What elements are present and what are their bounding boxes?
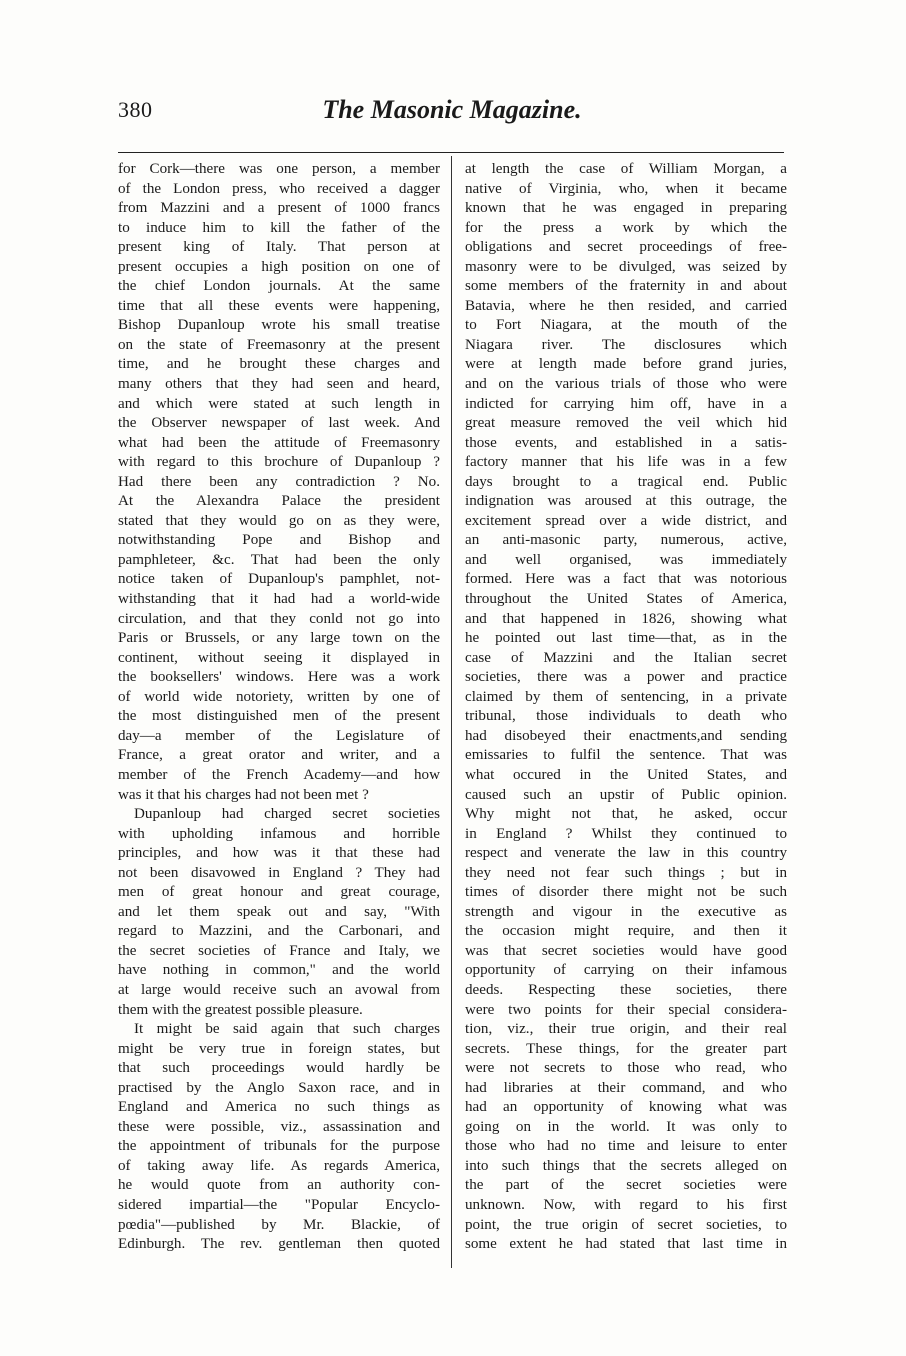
text-line: of the London press, who received a dagger	[118, 180, 440, 197]
text-line: unknown. Now, with regard to his first	[465, 1196, 787, 1213]
text-line: notice taken of Dupanloup's pamphlet, not-	[118, 571, 440, 588]
text-line: days brought to a tragical end. Public	[465, 473, 787, 490]
text-line: the occasion might require, and then it	[465, 923, 787, 940]
text-line: and well organised, was immediately	[465, 551, 787, 568]
text-line: England and America no such things as	[118, 1099, 440, 1116]
text-line: he pointed out last time—that, as in the	[465, 630, 787, 647]
text-line: them with the greatest possible pleasure.	[118, 1001, 363, 1018]
text-line: Paris or Brussels, or any large town on the	[118, 630, 440, 647]
text-line: pamphleteer, &c. That had been the only	[118, 551, 440, 568]
text-line: what occured in the United States, and	[465, 766, 787, 783]
text-line: Why might not that, he asked, occur	[465, 806, 787, 823]
text-line: the appointment of tribunals for the purpose	[118, 1138, 440, 1155]
text-line: might be very true in foreign states, but	[118, 1040, 440, 1057]
text-line: excitement spread over a wide district, and	[465, 512, 787, 529]
text-line: and that happened in 1826, showing what	[465, 610, 787, 627]
text-line: France, a great orator and writer, and a	[118, 747, 440, 764]
text-line: were at length made before grand juries,	[465, 356, 787, 373]
text-line: opportunity of carrying on their infamous	[465, 962, 787, 979]
text-line: on the state of Freemasonry at the present	[118, 336, 440, 353]
text-line: an anti-masonic party, numerous, active,	[465, 532, 787, 549]
text-line: had libraries at their command, and who	[465, 1079, 787, 1096]
text-line: of world wide notoriety, written by one of	[118, 688, 440, 705]
text-line: practised by the Anglo Saxon race, and in	[118, 1079, 440, 1096]
text-line: men of great honour and great courage,	[118, 884, 440, 901]
page-header	[118, 97, 786, 137]
text-line: caused such an upstir of Public opinion.	[465, 786, 787, 803]
text-line: Dupanloup had charged secret societies	[134, 806, 440, 823]
text-line: present king of Italy. That person at	[118, 239, 440, 256]
text-line: tion, viz., their true origin, and their real	[465, 1021, 787, 1038]
text-line: those who had no time and leisure to enter	[465, 1138, 787, 1155]
right-column	[465, 160, 787, 1255]
text-line: and which were stated at such length in	[118, 395, 440, 412]
text-line: indignation was aroused at this outrage, the	[465, 493, 787, 510]
column-divider	[451, 156, 452, 1268]
text-line: Bishop Dupanloup wrote his small treatise	[118, 317, 440, 334]
text-line: withstanding that it had had a world-wide	[118, 591, 440, 608]
left-column	[118, 160, 440, 1255]
text-line: deeds. Respecting these societies, there	[465, 981, 787, 998]
text-line: were not secrets to those who read, who	[465, 1060, 787, 1077]
text-line: factory manner that his life was in a few	[465, 454, 787, 471]
text-line: the Observer newspaper of last week. And	[118, 415, 440, 432]
text-line: with upholding infamous and horrible	[118, 825, 440, 842]
text-line: Had there been any contradiction ? No.	[118, 473, 440, 490]
text-line: of taking away life. As regards America,	[118, 1157, 440, 1174]
text-line: these were possible, viz., assassination and	[118, 1118, 440, 1135]
text-line: notwithstanding Pope and Bishop and	[118, 532, 440, 549]
text-line: for the press a work by which the	[465, 219, 787, 236]
text-line: for Cork—there was one person, a member	[118, 161, 440, 177]
text-line: to Fort Niagara, at the mouth of the	[465, 317, 787, 334]
text-line: formed. Here was a fact that was notorious	[465, 571, 787, 588]
text-line: had disobeyed their enactments,and sending	[465, 727, 787, 744]
journal-title: The Masonic Magazine.	[322, 95, 582, 124]
text-line: tribunal, those individuals to death who	[465, 708, 787, 725]
text-line: It might be said again that such charges	[134, 1021, 440, 1038]
text-line: native of Virginia, who, when it became	[465, 180, 787, 197]
text-line: day—a member of the Legislature of	[118, 727, 440, 744]
text-line: many others that they had seen and heard,	[118, 376, 440, 393]
text-line: pœdia"—published by Mr. Blackie, of	[118, 1216, 440, 1233]
text-line: masonry were to be divulged, was seized by	[465, 258, 787, 275]
text-line: societies, there was a power and practice	[465, 669, 787, 686]
text-line: Edinburgh. The rev. gentleman then quoted	[118, 1236, 440, 1253]
text-line: times of disorder there might not be such	[465, 884, 787, 901]
text-line: some members of the fraternity in and about	[465, 278, 787, 295]
text-line: throughout the United States of America,	[465, 591, 787, 608]
text-line: time, and he brought these charges and	[118, 356, 440, 373]
text-line: respect and venerate the law in this country	[465, 845, 787, 862]
text-line: member of the French Academy—and how	[118, 766, 440, 783]
text-line: those events, and established in a satis-	[465, 434, 787, 451]
text-line: strength and vigour in the executive as	[465, 903, 787, 920]
text-line: had an opportunity of knowing what was	[465, 1099, 787, 1116]
text-line: he would quote from an authority con-	[118, 1177, 440, 1194]
text-line: circulation, and that they conld not go into	[118, 610, 440, 627]
text-line: at length the case of William Morgan, a	[465, 161, 787, 177]
text-line: Batavia, where he then resided, and carried	[465, 297, 787, 314]
text-line: continent, without seeing it displayed in	[118, 649, 440, 666]
text-line: the booksellers' windows. Here was a work	[118, 669, 440, 686]
page-number: 380	[118, 97, 153, 122]
text-line: not been disavowed in England ? They had	[118, 864, 440, 881]
text-line: Niagara river. The disclosures which	[465, 336, 787, 353]
text-line: from Mazzini and a present of 1000 francs	[118, 200, 440, 217]
text-line: was that secret societies would have good	[465, 942, 787, 959]
text-line: claimed by them of sentencing, in a private	[465, 688, 787, 705]
text-line: indicted for carrying him off, have in a	[465, 395, 787, 412]
text-line: the most distinguished men of the present	[118, 708, 440, 725]
text-line: known that he was engaged in preparing	[465, 200, 787, 217]
text-line: the chief London journals. At the same	[118, 278, 440, 295]
text-line: secrets. These things, for the greater part	[465, 1040, 787, 1057]
text-line: some extent he had stated that last time in	[465, 1236, 787, 1253]
text-line: in England ? Whilst they continued to	[465, 825, 787, 842]
text-line: that such proceedings would hardly be	[118, 1060, 440, 1077]
text-line: obligations and secret proceedings of free-	[465, 239, 787, 256]
text-line: with regard to this brochure of Dupanloup ?	[118, 454, 440, 471]
text-line: great measure removed the veil which hid	[465, 415, 787, 432]
text-line: at large would receive such an avowal from	[118, 981, 440, 998]
text-line: have nothing in common," and the world	[118, 962, 440, 979]
text-line: they need not fear such things ; but in	[465, 864, 787, 881]
text-line: regard to Mazzini, and the Carbonari, and	[118, 923, 440, 940]
text-line: point, the true origin of secret societies, to	[465, 1216, 787, 1233]
text-line: case of Mazzini and the Italian secret	[465, 649, 787, 666]
text-line: principles, and how was it that these had	[118, 845, 440, 862]
text-line: into such things that the secrets alleged on	[465, 1157, 787, 1174]
text-line: At the Alexandra Palace the president	[118, 493, 440, 510]
text-line: what had been the attitude of Freemasonry	[118, 434, 440, 451]
text-line: to induce him to kill the father of the	[118, 219, 440, 236]
text-line: present occupies a high position on one of	[118, 258, 440, 275]
text-line: going on in the world. It was only to	[465, 1118, 787, 1135]
text-line: sidered impartial—the "Popular Encyclo-	[118, 1196, 440, 1213]
text-line: emissaries to fulfil the sentence. That was	[465, 747, 787, 764]
text-line: the secret societies of France and Italy, we	[118, 942, 440, 959]
text-line: the part of the secret societies were	[465, 1177, 787, 1194]
text-line: time that all these events were happening,	[118, 297, 440, 314]
text-line: and on the various trials of those who were	[465, 376, 787, 393]
text-line: stated that they would go on as they were,	[118, 512, 440, 529]
text-line: were two points for their special considera-	[465, 1001, 787, 1018]
text-line: and let them speak out and say, "With	[118, 903, 440, 920]
header-rule	[118, 152, 784, 153]
text-line: was it that his charges had not been met ?	[118, 786, 369, 803]
